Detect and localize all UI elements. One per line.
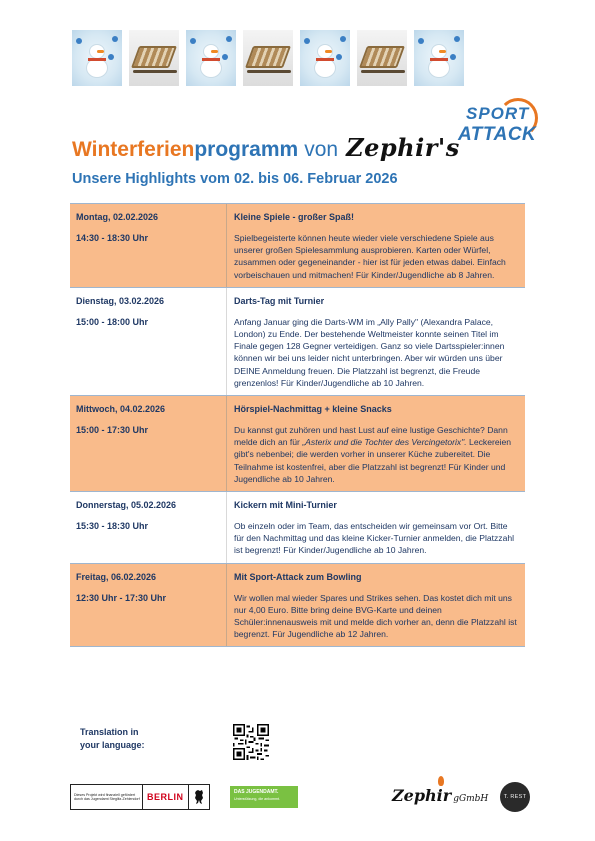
table-row: [70, 395, 525, 491]
table-row: [70, 287, 525, 395]
zephir-flame-icon: [438, 776, 444, 786]
event-title: Mit Sport-Attack zum Bowling: [234, 571, 362, 582]
event-time: 15:30 - 18:30 Uhr: [76, 521, 149, 532]
event-time: 15:00 - 17:30 Uhr: [76, 425, 149, 436]
qr-code-icon[interactable]: [233, 724, 269, 760]
footer-logos: [70, 780, 540, 816]
zephir-gmbh: gGmbH: [453, 794, 489, 804]
decorative-banner: [72, 30, 532, 88]
event-description: Anfang Januar ging die Darts-WM im „Ally Pally" (Alexandra Palace, London) zu Ende. Der bestehende Weltmeister konnte seinen Titel im Finale gegen 128 Gegner verteidigen. Ganz so viele Dartsspieler:innen können wir bei uns leider nicht unterbringen. Aber wir würden uns über DEINE Anmeldung freuen. Die Platzzahl ist begrenzt, die Freude grenzenlos! Für Kinder/Jugendliche ab 10 Jahren.: [234, 316, 505, 388]
page-title: [72, 104, 537, 162]
title-winterferien: Winterferien: [72, 138, 195, 161]
sled-image: [357, 30, 407, 86]
berlin-funding-logo: [70, 784, 210, 810]
event-title: Kleine Spiele - großer Spaß!: [234, 212, 355, 222]
table-row: [70, 491, 525, 563]
event-cell: [227, 396, 525, 491]
table-row: [70, 563, 525, 648]
schedule-table: [70, 203, 525, 647]
event-title: Kickern mit Mini-Turnier: [234, 500, 337, 511]
jugendamt-logo: [230, 786, 298, 808]
event-title: Hörspiel-Nachmittag + kleine Snacks: [234, 404, 392, 415]
event-date: Mittwoch, 04.02.2026: [76, 404, 166, 415]
snowman-image: [72, 30, 122, 86]
event-time: 12:30 Uhr - 17:30 Uhr: [76, 592, 167, 603]
event-description: Wir wollen mal wieder Spares und Strikes sehen. Das kostet dich mit uns nur 4,00 Euro. Bitte bring deine BVG-Karte und deinen Schüler:innenausweis mit und melde dich vorher an, denn die Platzzahl ist begrenzt. Für Jugendliche ab 12 Jahren.: [234, 592, 517, 640]
sled-image: [129, 30, 179, 86]
event-title: Darts-Tag mit Turnier: [234, 295, 325, 306]
event-cell: [227, 288, 525, 395]
sport-attack-logo: [456, 98, 536, 162]
translation-line-1: Translation in: [80, 727, 139, 737]
event-date: Donnerstag, 05.02.2026: [76, 500, 177, 511]
sled-image: [243, 30, 293, 86]
date-cell: [70, 288, 227, 395]
event-description: Ob einzeln oder im Team, das entscheiden wir gemeinsam vor Ort. Bitte für den Nachmittag und das kleine Kicker-Turnier anmelden, die Platzzahl ist begrenzt! Für Kinder/Jugendliche ab 10 Jahren.: [234, 521, 515, 556]
snowman-image: [186, 30, 236, 86]
date-cell: [70, 564, 227, 647]
berlin-wordmark: BERLIN: [143, 785, 189, 809]
snowman-image: [414, 30, 464, 86]
zephir-wordmark: Zephir: [392, 786, 452, 805]
event-time: 15:00 - 18:00 Uhr: [76, 316, 149, 327]
event-date: Freitag, 06.02.2026: [76, 571, 157, 582]
jugendamt-title: DAS JUGENDAMT.: [234, 789, 279, 795]
event-cell: [227, 492, 525, 563]
event-description: Spielbegeisterte können heute wieder viele verschiedene Spiele aus unserer großen Spielesammlung ausprobieren. Karten oder Würfel, zusammen oder gegeneinander - hier ist für jeden etwas dabei. Einfach vorbeischauen und mitmachen! Für Kinder/Jugendliche ab 8 Jahren.: [234, 233, 506, 280]
sport-logo-bottom: ATTACK: [458, 124, 537, 145]
zephir-logo: Zephir's: [346, 133, 460, 162]
audiobook-title: „Asterix und die Tochter des Vercingetorix".: [302, 437, 467, 448]
event-description: Du kannst gut zuhören und hast Lust auf eine lustige Geschichte? Dann melde dich an für „Asterix und die Tochter des Vercingetorix". Leckereien gibt's nebenbei; die werden vorher in unserer Küche zubereitet. Die Teilnahme ist kostenfrei, aber die Platzzahl ist begrenzt! Für Kinder und Jugendliche ab 10 Jahren.: [234, 425, 512, 484]
trest-logo: T. REST: [500, 782, 530, 812]
title-von: von: [304, 138, 339, 161]
event-cell: [227, 564, 525, 647]
funding-note: Dieses Projekt wird finanziell gefördert durch das Jugendamt Steglitz-Zehlendorf: [71, 785, 143, 809]
date-cell: [70, 492, 227, 563]
zephir-footer-logo: [392, 786, 488, 805]
berlin-bear-icon: [189, 785, 209, 809]
event-cell: [227, 204, 525, 287]
translation-label: [80, 726, 145, 752]
date-cell: [70, 396, 227, 491]
event-time: 14:30 - 18:30 Uhr: [76, 233, 149, 243]
event-date: Montag, 02.02.2026: [76, 212, 159, 222]
jugendamt-subtitle: Unterstützung, die ankommt.: [234, 797, 280, 801]
translation-line-2: your language:: [80, 740, 145, 750]
sport-logo-top: SPORT: [466, 104, 530, 123]
date-cell: [70, 204, 227, 287]
snowman-image: [300, 30, 350, 86]
page-subtitle: Unsere Highlights vom 02. bis 06. Februar 2026: [72, 171, 398, 187]
title-programm: programm: [194, 138, 299, 161]
table-row: [70, 203, 525, 287]
event-date: Dienstag, 03.02.2026: [76, 295, 165, 306]
